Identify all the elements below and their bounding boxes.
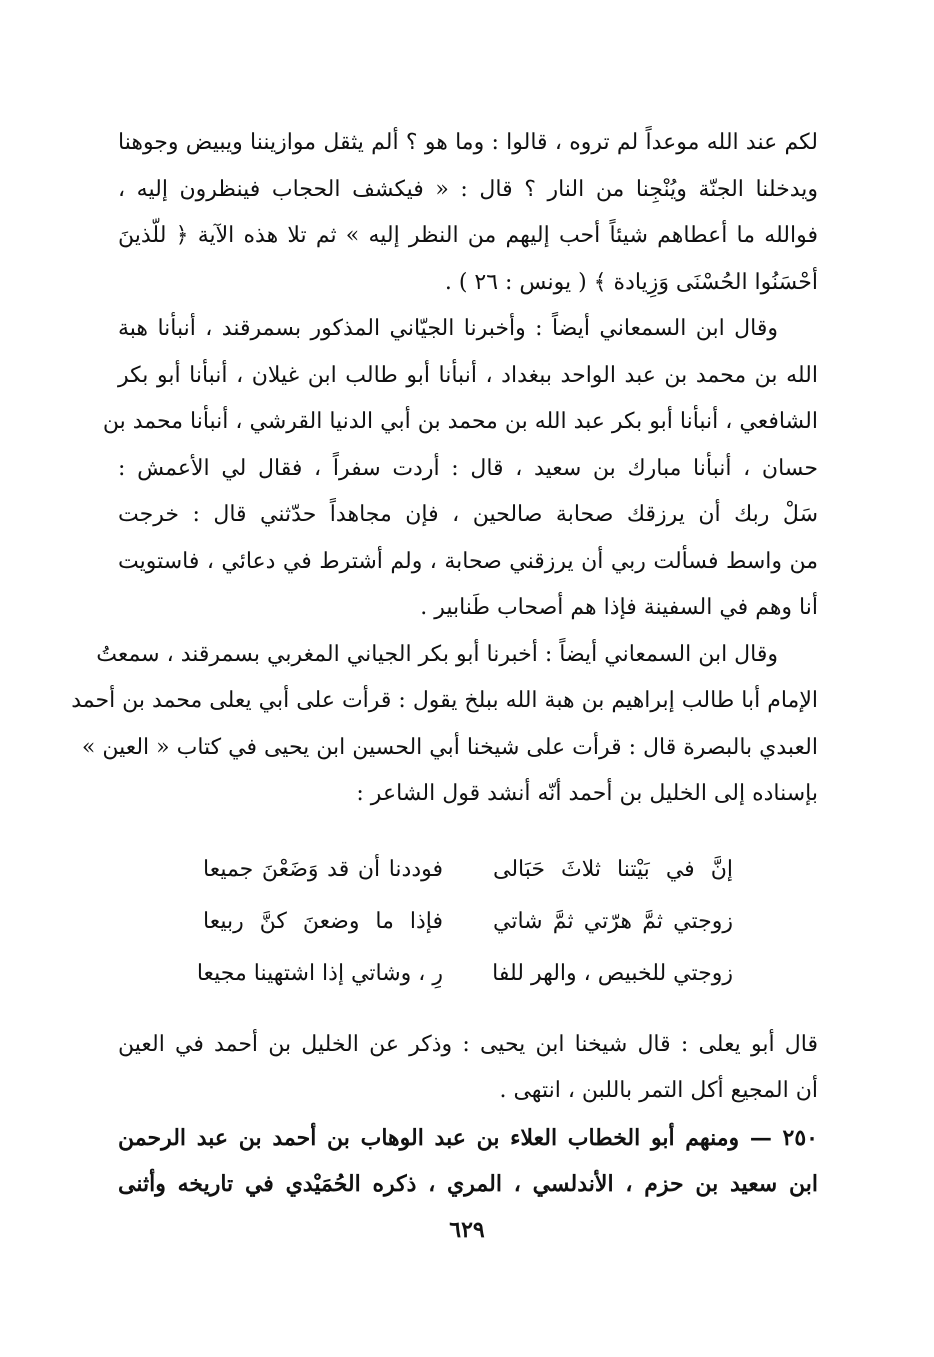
text-line: أنا وهم في السفينة فإذا هم أصحاب طَنابير . (420, 595, 818, 620)
text-line: فوالله ما أعطاهم شيئاً أحب إليهم من النظر إليه » ثم تلا هذه الآية ﴿ للّذينَ (118, 223, 818, 248)
text-line: ويدخلنا الجنّة ويُنْجِنا من النار ؟ قال : « فيكشف الحجاب فينظرون إليه ، (118, 176, 818, 202)
verse-second-hemistich: رِ ، وشاتي إذا اشتهينا مجيعا (196, 960, 443, 986)
poem-verse (203, 844, 733, 896)
verse-second-hemistich: فإذا ما وضعنَ كنَّ ربيعا (203, 908, 443, 934)
page-number: ٦٢٩ (449, 1217, 485, 1243)
paragraph-hadith (118, 120, 818, 306)
text-line: حسان ، أنبأنا مبارك بن سعيد ، قال : أردت سفراً ، فقال لي الأعمش : (118, 455, 818, 481)
text-line: سَلْ ربك أن يرزقك صحابة صالحين ، فإن مجاهداً حدّثني قال : خرجت (118, 502, 818, 527)
verse-first-hemistich: زوجتي للخبيص ، والهر للفا (492, 960, 733, 986)
text-line: قال أبو يعلى : قال شيخنا ابن يحيى : وذكر عن الخليل بن أحمد في العين (118, 1031, 818, 1057)
verse-first-hemistich: زوجتي ثمَّ هرّتي ثمَّ شاتي (493, 908, 733, 934)
text-line: من واسط فسألت ربي أن يرزقني صحابة ، ولم أشترط في دعائي ، فاستويت (118, 548, 818, 574)
page-body (71, 120, 818, 1208)
poem (118, 844, 818, 1000)
paragraph-samani-1 (102, 306, 818, 632)
paragraph-closing (118, 1022, 818, 1115)
entry-heading-line: ٢٥٠ — ومنهم أبو الخطاب العلاء بن عبد الوهاب بن أحمد بن عبد الرحمن (118, 1124, 818, 1151)
text-line: الإمام أبا طالب إبراهيم بن هبة الله ببلخ يقول : قرأت على أبي يعلى محمد بن أحمد (71, 688, 818, 713)
text-line: الشافعي ، أنبأنا أبو بكر عبد الله بن محمد بن أبي الدنيا القرشي ، أنبأنا محمد بن (102, 409, 818, 434)
paragraph-samani-2 (71, 632, 818, 818)
entry-text-line: ابن سعيد بن حزم ، الأندلسي ، المري ، ذكره الحُمَيْدي في تاريخه وأثنى (118, 1171, 818, 1197)
text-line: العبدي بالبصرة قال : قرأت على شيخنا أبي الحسين ابن يحيى في كتاب « العين » (81, 734, 818, 760)
biography-entry (118, 1115, 818, 1208)
text-line: أحْسَنُوا الحُسْنَى وَزِيادة ﴾ ( يونس : ٢٦ ) . (444, 269, 818, 295)
text-line: بإسناده إلى الخليل بن أحمد أنّه أنشد قول الشاعر : (356, 781, 818, 806)
verse-second-hemistich: فوددنا أن قد وَضَعْنَ جميعا (203, 856, 443, 882)
poem-verse (196, 948, 733, 1000)
text-line: الله بن محمد بن عبد الواحد ببغداد ، أنبأنا أبو طالب ابن غيلان ، أنبأنا أبو بكر (118, 362, 818, 388)
text-line: وقال ابن السمعاني أيضاً : أخبرنا أبو بكر الجياني المغربي بسمرقند ، سمعتُ (96, 641, 778, 667)
text-line: وقال ابن السمعاني أيضاً : وأخبرنا الجيّاني المذكور بسمرقند ، أنبأنا هبة (118, 316, 778, 341)
text-line: لكم عند الله موعداً لم تروه ، قالوا : وما هو ؟ ألم يثقل موازيننا ويبيض وجوهنا (118, 130, 818, 155)
poem-verse (203, 896, 733, 948)
text-line: أن المجيع أكل التمر باللبن ، انتهى . (499, 1078, 818, 1103)
verse-first-hemistich: إنَّ في بَيْتنا ثلاثَ حَبَالى (493, 856, 733, 882)
